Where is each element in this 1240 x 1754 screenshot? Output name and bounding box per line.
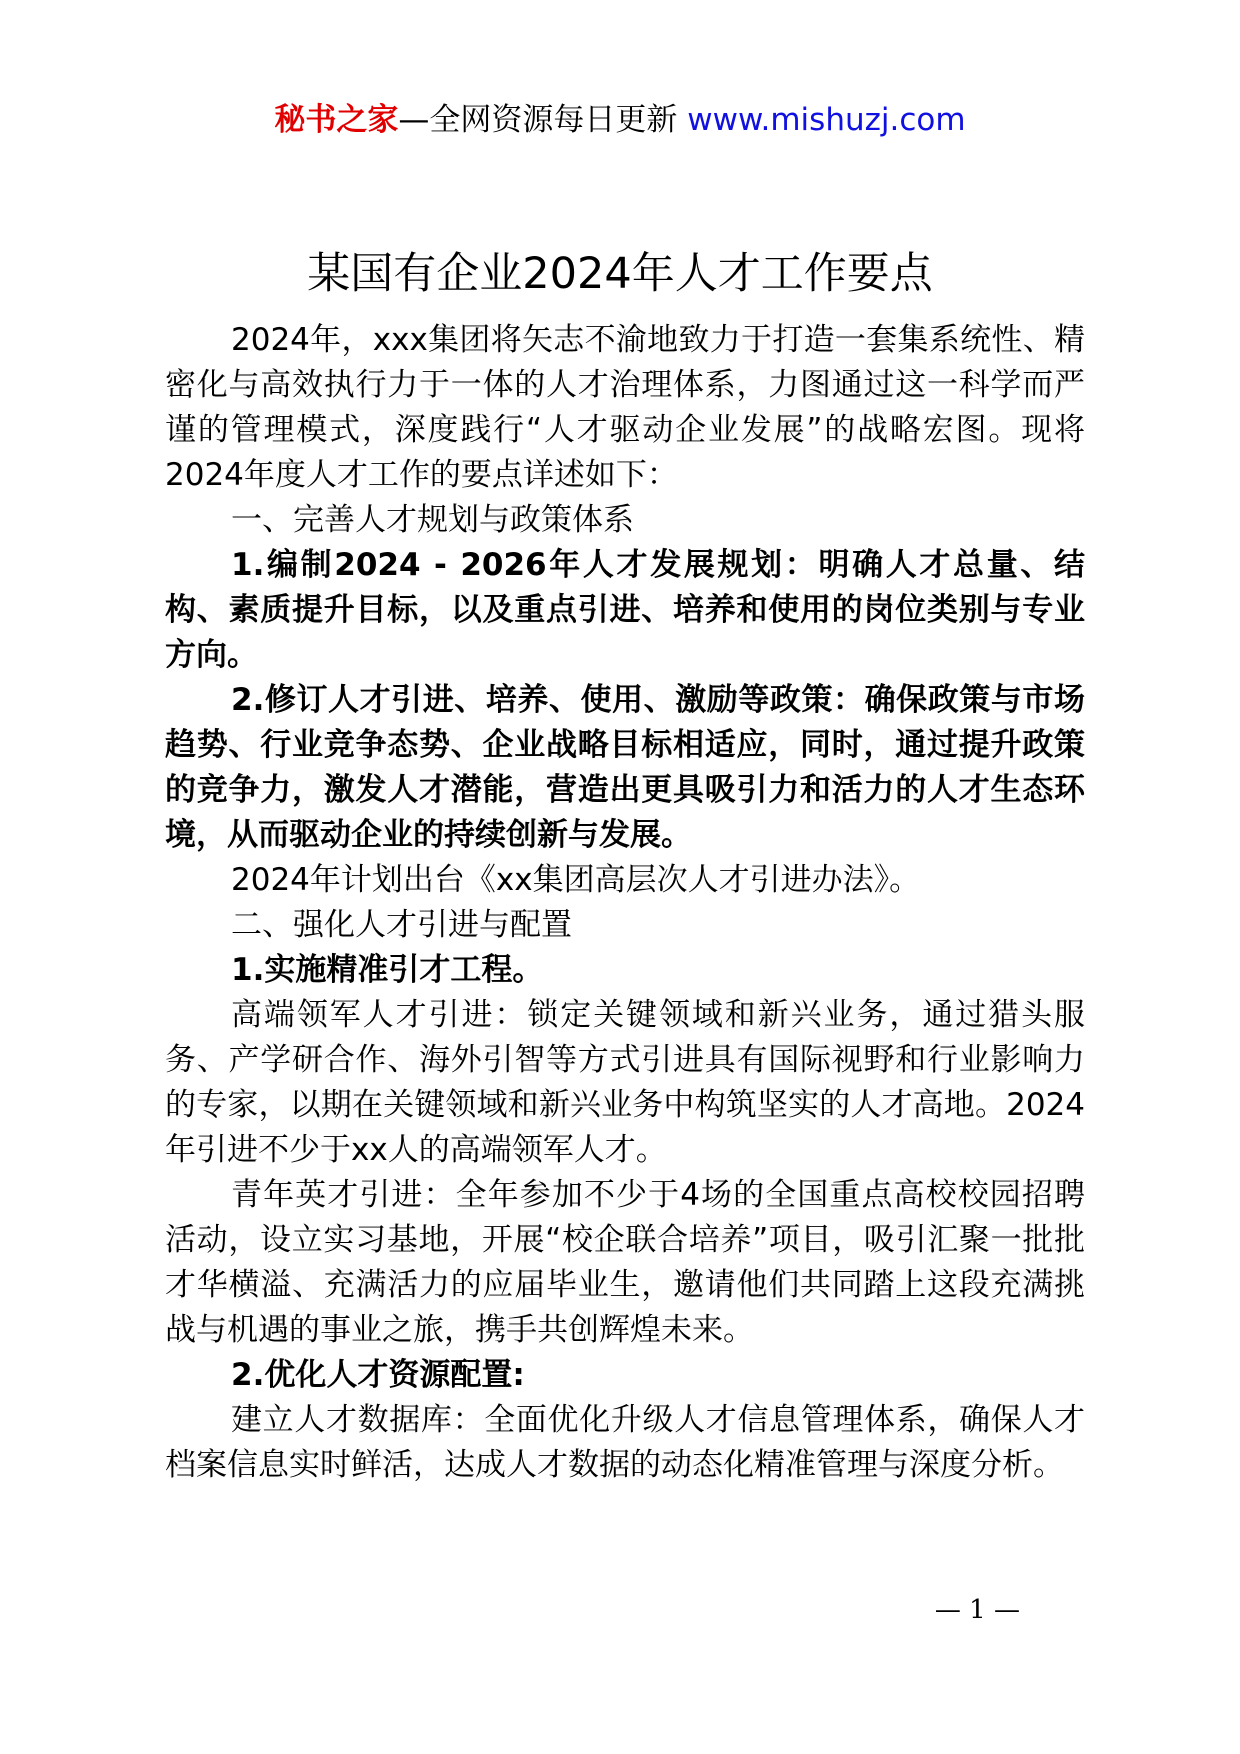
page-number-text: — 1 — xyxy=(934,1595,1020,1625)
site-brand: 秘书之家 xyxy=(274,102,399,138)
site-banner xyxy=(0,100,1240,140)
intro-paragraph: 2024年，xxx集团将矢志不渝地致力于打造一套集系统性、精密化与高效执行力于一体的人才治理体系，力图通过这一科学而严谨的管理模式，深度践行“人才驱动企业发展”的战略宏图。现将2024年度人才工作的要点详述如下： xyxy=(165,322,1085,493)
item-1-1-paragraph: 1.编制2024 - 2026年人才发展规划：明确人才总量、结构、素质提升目标，以及重点引进、培养和使用的岗位类别与专业方向。 xyxy=(165,547,1085,673)
youth-talent-paragraph: 青年英才引进：全年参加不少于4场的全国重点高校校园招聘活动，设立实习基地，开展“校企联合培养”项目，吸引汇聚一批批才华横溢、充满活力的应届毕业生，邀请他们共同踏上这段充满挑战与机遇的事业之旅，携手共创辉煌未来。 xyxy=(165,1177,1085,1348)
site-tagline: —全网资源每日更新 xyxy=(398,102,688,138)
item-2-2-heading: 2.优化人才资源配置: xyxy=(231,1357,525,1393)
plan-paragraph: 2024年计划出台《xx集团高层次人才引进办法》。 xyxy=(231,862,921,898)
section-heading-2: 二、强化人才引进与配置 xyxy=(231,907,572,943)
document-title: 某国有企业2024年人才工作要点 xyxy=(307,249,933,299)
item-1-2-paragraph: 2.修订人才引进、培养、使用、激励等政策：确保政策与市场趋势、行业竞争态势、企业战略目标相适应，同时，通过提升政策的竞争力，激发人才潜能，营造出更具吸引力和活力的人才生态环境，从而驱动企业的持续创新与发展。 xyxy=(165,682,1085,853)
talent-database-paragraph: 建立人才数据库：全面优化升级人才信息管理体系，确保人才档案信息实时鲜活，达成人才数据的动态化精准管理与深度分析。 xyxy=(165,1402,1085,1483)
item-2-1-heading: 1.实施精准引才工程。 xyxy=(231,952,544,988)
leader-talent-paragraph: 高端领军人才引进：锁定关键领域和新兴业务，通过猎头服务、产学研合作、海外引智等方式引进具有国际视野和行业影响力的专家，以期在关键领域和新兴业务中构筑坚实的人才高地。2024年引进不少于xx人的高端领军人才。 xyxy=(165,997,1085,1168)
page-number xyxy=(0,1594,1240,1626)
site-url-link[interactable]: www.mishuzj.com xyxy=(687,102,966,138)
section-heading-1: 一、完善人才规划与政策体系 xyxy=(231,502,634,538)
document-body xyxy=(165,318,1085,1488)
